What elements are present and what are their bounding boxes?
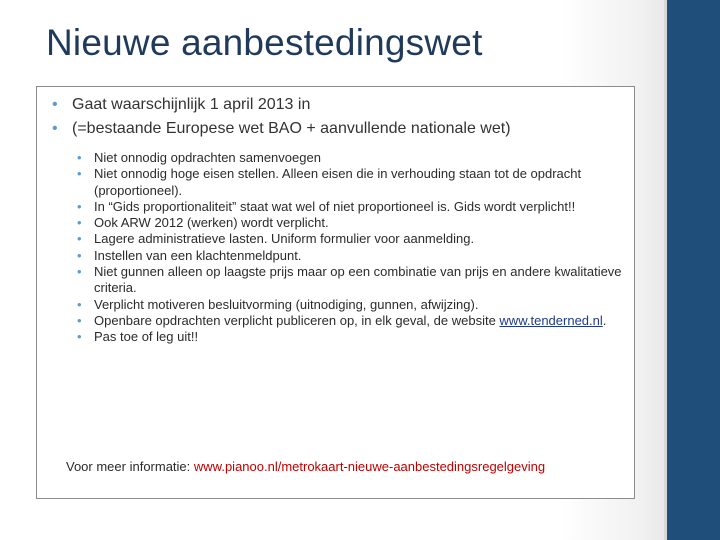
bullet-icon: • (77, 166, 82, 182)
sub-bullet-text-end: . (602, 312, 607, 328)
sub-bullet-item (77, 199, 622, 215)
sub-bullet-text: Ook ARW 2012 (werken) wordt verplicht. (94, 215, 329, 231)
sub-bullet-text: Niet gunnen alleen op laagste prijs maar op een combinatie van prijs en andere kwalitatieve criteria. (94, 264, 622, 296)
sub-bullet-text: In “Gids proportionaliteit” staat wat wel of niet proportioneel is. Gids wordt verplicht!! (94, 198, 576, 214)
tenderned-link[interactable]: www.tenderned.nl (499, 312, 603, 328)
sub-bullet-item (77, 264, 622, 297)
sub-bullet-text: Niet onnodig opdrachten samenvoegen (94, 150, 321, 165)
accent-bar (664, 0, 720, 540)
slide-title: Nieuwe aanbestedingswet (46, 22, 483, 63)
sub-bullet-item (77, 329, 622, 345)
bullet-icon: • (77, 247, 82, 263)
bullet-icon: • (52, 120, 58, 137)
sub-bullet-text: Pas toe of leg uit!! (94, 329, 199, 345)
more-info-label: Voor meer informatie: (66, 459, 194, 474)
pianoo-url[interactable]: www.pianoo.nl/metrokaart-nieuwe-aanbestedingsregelgeving (193, 459, 546, 474)
bullet-icon: • (77, 312, 82, 328)
bullet-icon: • (77, 231, 82, 247)
sub-bullet-text: Instellen van een klachtenmeldpunt. (94, 247, 302, 263)
top-bullet-text: (=bestaande Europese wet BAO + aanvullende nationale wet) (72, 120, 511, 137)
bullet-icon: • (77, 329, 82, 345)
more-info-line (66, 458, 636, 475)
sub-bullet-list (77, 150, 622, 346)
bullet-icon: • (77, 296, 82, 312)
top-bullet-list (52, 93, 632, 141)
sub-bullet-item (77, 297, 622, 313)
sub-bullet-item (77, 231, 622, 247)
bullet-icon: • (77, 264, 82, 280)
bullet-icon: • (77, 215, 82, 231)
bullet-icon: • (52, 96, 58, 113)
sub-bullet-text: Verplicht motiveren besluitvorming (uitnodiging, gunnen, afwijzing). (94, 296, 479, 312)
sub-bullet-item (77, 150, 622, 166)
sub-bullet-item (77, 313, 622, 329)
bullet-icon: • (77, 198, 82, 214)
bullet-icon: • (77, 150, 82, 165)
sub-bullet-item (77, 215, 622, 231)
top-bullet-item (52, 117, 632, 141)
top-bullet-text: Gaat waarschijnlijk 1 april 2013 in (72, 96, 311, 113)
sub-bullet-text: Niet onnodig hoge eisen stellen. Alleen eisen die in verhouding staan tot de opdracht (proportioneel). (94, 166, 582, 198)
sub-bullet-text: Lagere administratieve lasten. Uniform formulier voor aanmelding. (94, 231, 475, 247)
sub-bullet-item (77, 248, 622, 264)
sub-bullet-item (77, 166, 622, 199)
accent-bar-edge (664, 0, 667, 540)
sub-bullet-text: Openbare opdrachten verplicht publiceren op, in elk geval, de website (94, 312, 500, 328)
top-bullet-item (52, 93, 632, 117)
